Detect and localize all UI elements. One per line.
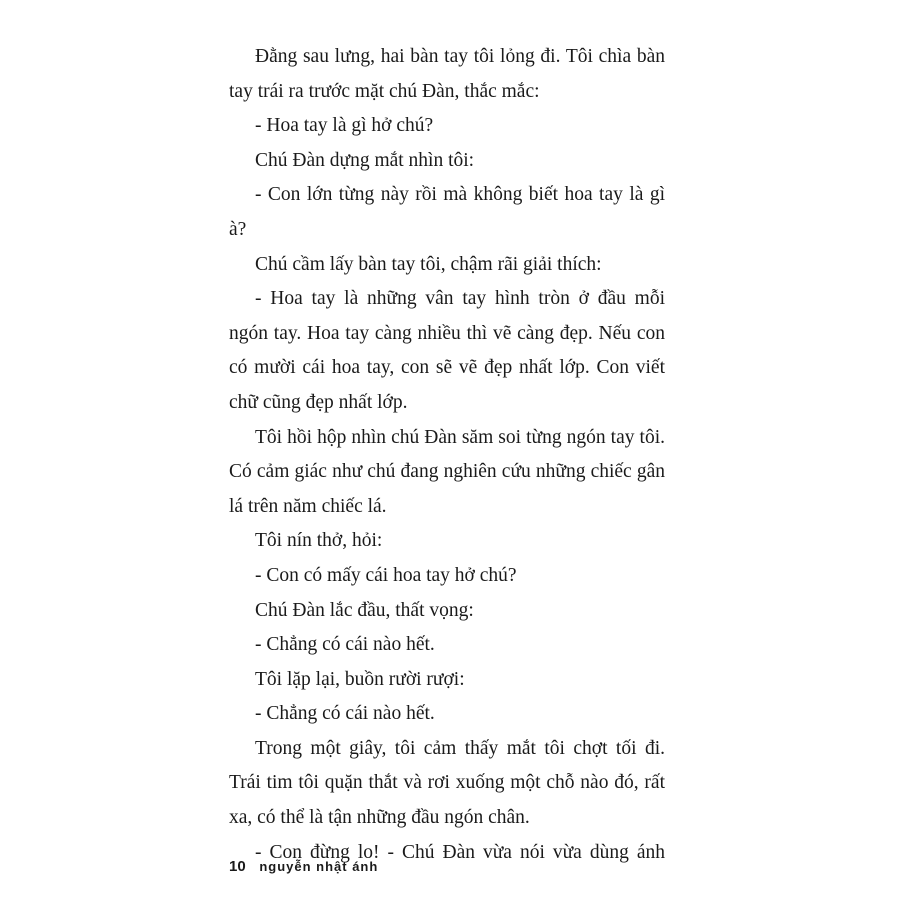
paragraph: Trong một giây, tôi cảm thấy mắt tôi chợt tối đi. Trái tim tôi quặn thắt và rơi xuống một chỗ nào đó, rất xa, có thể là tận những đầu ngón chân. [229, 737, 665, 829]
paragraph: Chú Đàn dựng mắt nhìn tôi: [255, 149, 475, 171]
paragraph: Tôi hồi hộp nhìn chú Đàn săm soi từng ngón tay tôi. Có cảm giác như chú đang nghiên cứu những chiếc gân lá trên năm chiếc lá. [229, 426, 665, 517]
paragraph: Đằng sau lưng, hai bàn tay tôi lỏng đi. Tôi chìa bàn tay trái ra trước mặt chú Đàn, thắc mắc: [229, 46, 665, 102]
paragraph: Chú Đàn lắc đầu, thất vọng: [255, 599, 474, 621]
paragraph: Tôi lặp lại, buồn rười rượi: [255, 668, 465, 690]
paragraph: - Chẳng có cái nào hết. [255, 634, 435, 656]
paragraph: - Hoa tay là những vân tay hình tròn ở đầu mỗi ngón tay. Hoa tay càng nhiều thì vẽ càng đẹp. Nếu con có mười cái hoa tay, con sẽ vẽ đẹp nhất lớp. Con viết chữ cũng đẹp nhất lớp. [229, 288, 665, 413]
paragraph: - Con lớn từng này rồi mà không biết hoa tay là gì à? [229, 184, 665, 240]
page-number: 10 [229, 858, 246, 875]
paragraph: - Chẳng có cái nào hết. [255, 703, 435, 725]
running-head: nguyễn nhật ánh [259, 859, 379, 874]
paragraph: Tôi nín thở, hỏi: [255, 530, 383, 552]
body-text [229, 40, 665, 870]
paragraph: Chú cầm lấy bàn tay tôi, chậm rãi giải thích: [255, 253, 602, 275]
page-footer [229, 858, 378, 875]
paragraph: - Hoa tay là gì hở chú? [255, 115, 434, 137]
paragraph: - Con có mấy cái hoa tay hở chú? [255, 564, 517, 586]
paragraph: - Con đừng lo! - Chú Đàn vừa nói vừa dùng ánh [255, 841, 665, 863]
